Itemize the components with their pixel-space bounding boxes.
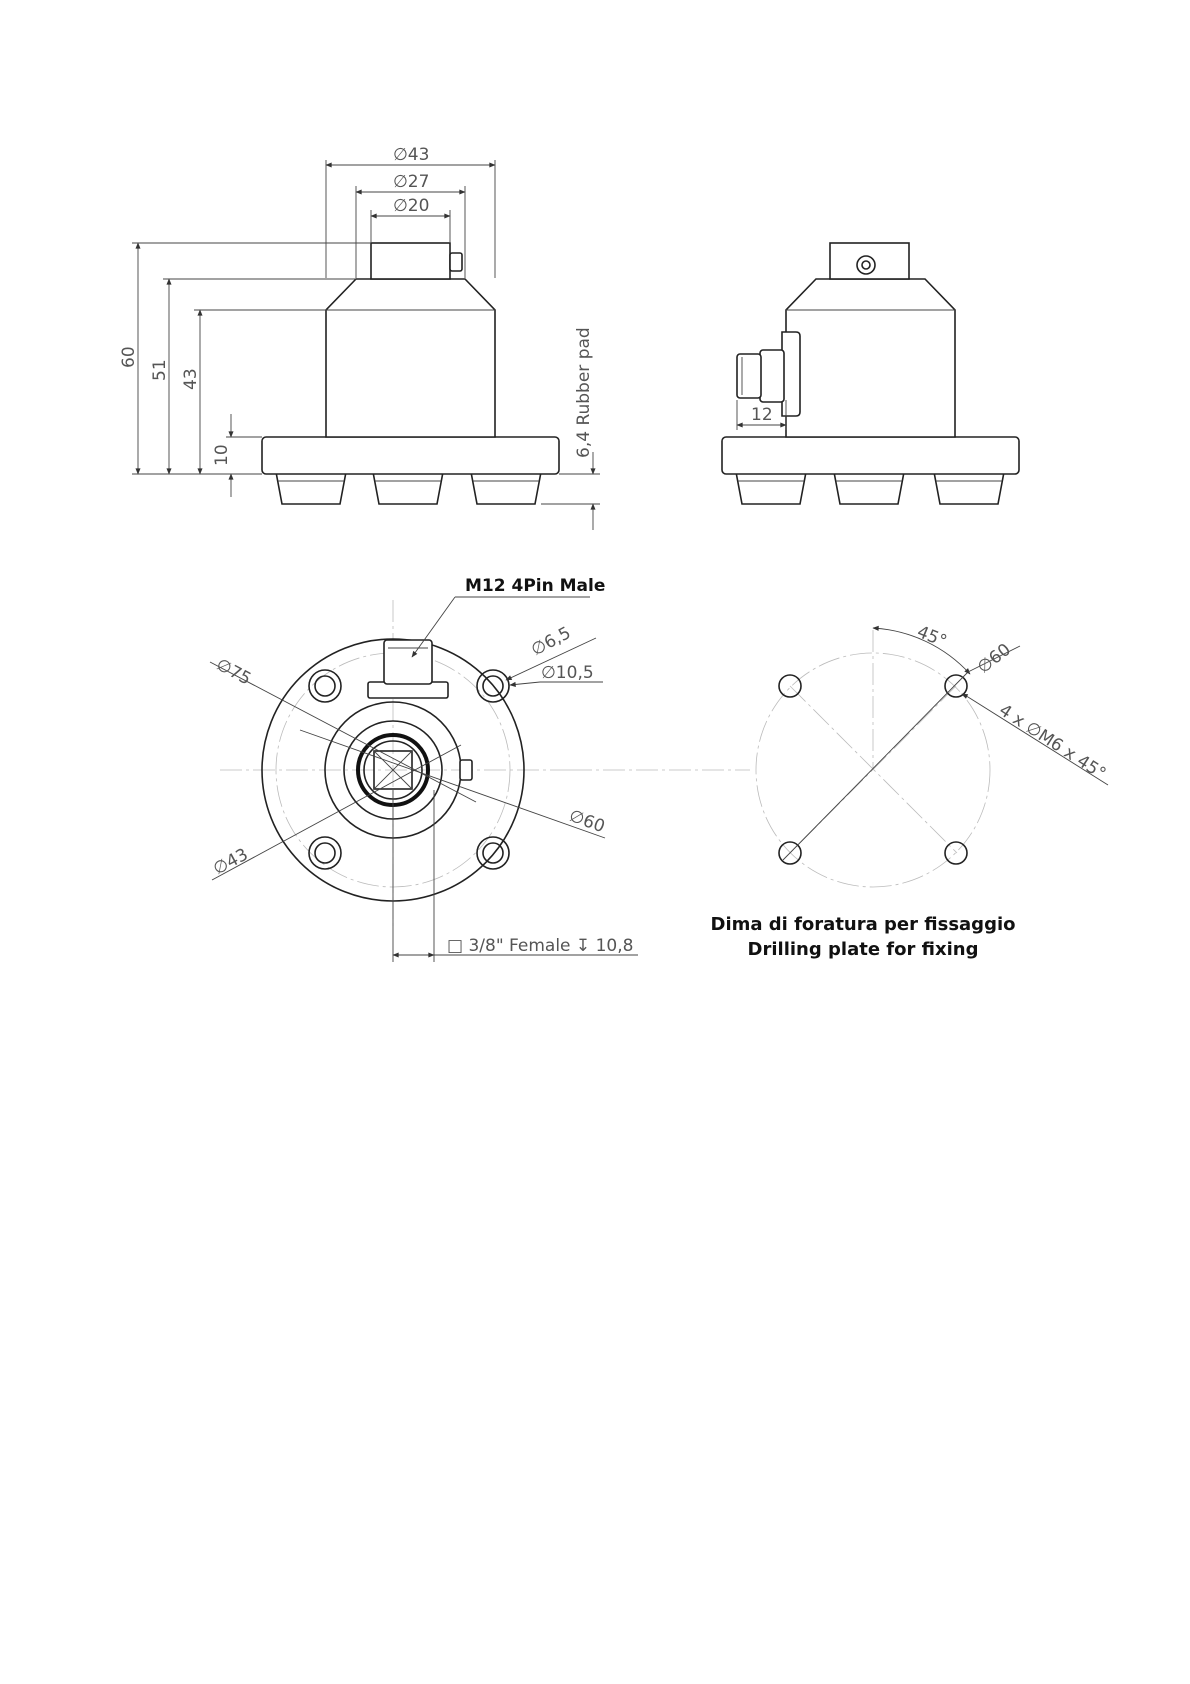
body-cylinder bbox=[326, 279, 495, 437]
dim-d75: ∅75 bbox=[212, 654, 255, 690]
body-cylinder-side bbox=[786, 279, 955, 437]
dim-d43-top: ∅43 bbox=[393, 145, 430, 165]
dim-d43-bottom: ∅43 bbox=[209, 844, 252, 880]
base-flange bbox=[262, 437, 559, 474]
front-view bbox=[119, 145, 600, 530]
dim-l12: 12 bbox=[751, 405, 773, 425]
dim-h60: 60 bbox=[119, 346, 139, 368]
side-screw bbox=[450, 253, 462, 271]
drilling-plate bbox=[711, 622, 1110, 960]
dim-square-drive: □ 3/8" Female ↧ 10,8 bbox=[447, 936, 634, 956]
caption-english: Drilling plate for fixing bbox=[747, 939, 979, 960]
dim-d60: ∅60 bbox=[566, 805, 608, 838]
bottom-view bbox=[210, 576, 750, 962]
side-view bbox=[722, 243, 1019, 504]
dim-d6-5: ∅6,5 bbox=[527, 623, 575, 661]
dim-d20: ∅20 bbox=[393, 196, 430, 216]
angle-45: 45° bbox=[914, 622, 950, 652]
drill-hole-dia: ∅60 bbox=[973, 639, 1015, 678]
dim-h10: 10 bbox=[212, 444, 232, 466]
dim-h43: 43 bbox=[181, 368, 201, 390]
dim-rubber-pad: 6,4 Rubber pad bbox=[574, 327, 594, 458]
base-flange-side bbox=[722, 437, 1019, 474]
dim-h51: 51 bbox=[150, 359, 170, 381]
m12-connector-side bbox=[737, 332, 800, 416]
mounting-holes bbox=[309, 670, 509, 869]
rubber-feet-side bbox=[736, 472, 1004, 504]
top-spigot bbox=[371, 243, 450, 279]
m12-connector-bottom bbox=[368, 640, 448, 698]
dim-d10-5: ∅10,5 bbox=[541, 663, 594, 683]
dim-d27: ∅27 bbox=[393, 172, 430, 192]
label-m12-connector: M12 4Pin Male bbox=[465, 576, 606, 596]
rubber-feet bbox=[276, 472, 541, 504]
drill-hole-br bbox=[945, 842, 967, 864]
drill-thread-callout: 4 x ∅M6 x 45° bbox=[995, 700, 1110, 785]
caption-italian: Dima di foratura per fissaggio bbox=[710, 914, 1016, 935]
